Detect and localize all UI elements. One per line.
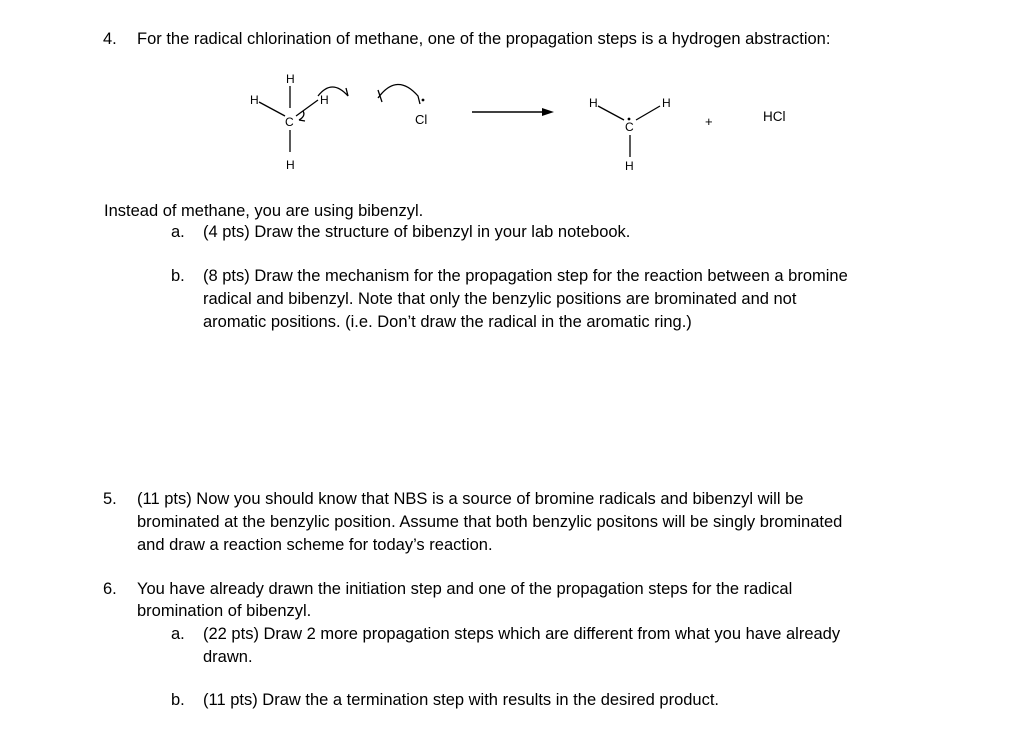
q4b-line-3: aromatic positions. (i.e. Don’t draw the radical in the aromatic ring.) (203, 313, 692, 331)
methyl-carbon: C (625, 120, 634, 134)
q4b-line-2: radical and bibenzyl. Note that only the benzylic positions are brominated and not (203, 290, 797, 308)
q4a-text: (4 pts) Draw the structure of bibenzyl in your lab notebook. (203, 223, 631, 241)
q5-number: 5. (103, 490, 117, 508)
q6a-line-1: (22 pts) Draw 2 more propagation steps which are different from what you have already (203, 625, 841, 643)
q6a-label: a. (171, 625, 185, 643)
methyl-h-bottom: H (625, 159, 634, 173)
radical-chlorination-scheme (0, 60, 1024, 180)
q4b-line-1: (8 pts) Draw the mechanism for the propagation step for the reaction between a bromine (203, 267, 848, 285)
chlorine-label: Cl (415, 112, 428, 127)
reaction-arrow (472, 108, 554, 116)
q4-number: 4. (103, 30, 117, 48)
q4b-label: b. (171, 267, 185, 285)
fishhook-arrow-3 (378, 84, 420, 104)
methane-h-left: H (250, 93, 259, 107)
q4a-label: a. (171, 223, 185, 241)
q5-line-2: brominated at the benzylic position. Assume that both benzylic positons will be singly brominated (137, 513, 843, 531)
methyl-h-left: H (589, 96, 598, 110)
methane-h-bottom: H (286, 158, 295, 172)
q4-instead-text: Instead of methane, you are using bibenzyl. (104, 202, 424, 220)
q5-line-3: and draw a reaction scheme for today’s reaction. (137, 536, 493, 554)
methane-h-top: H (286, 72, 295, 86)
hcl-product: HCl (763, 109, 786, 124)
methane-h-right: H (320, 93, 329, 107)
methyl-h-right: H (662, 96, 671, 110)
q5-line-1: (11 pts) Now you should know that NBS is a source of bromine radicals and bibenzyl will be (137, 490, 804, 508)
plus-sign: + (705, 114, 713, 129)
chlorine-radical (415, 99, 427, 127)
methane-structure (250, 72, 420, 172)
methyl-radical-structure (589, 96, 671, 173)
q6b-text: (11 pts) Draw the a termination step with results in the desired product. (203, 691, 720, 709)
q6-line-2: bromination of bibenzyl. (137, 602, 312, 620)
methane-carbon: C (285, 115, 294, 129)
q6-line-1: You have already drawn the initiation step and one of the propagation steps for the radical (137, 580, 793, 598)
q6-number: 6. (103, 580, 117, 598)
q6a-line-2: drawn. (203, 648, 253, 666)
q6b-label: b. (171, 691, 185, 709)
q4-prompt: For the radical chlorination of methane, one of the propagation steps is a hydrogen abstraction: (137, 30, 831, 48)
